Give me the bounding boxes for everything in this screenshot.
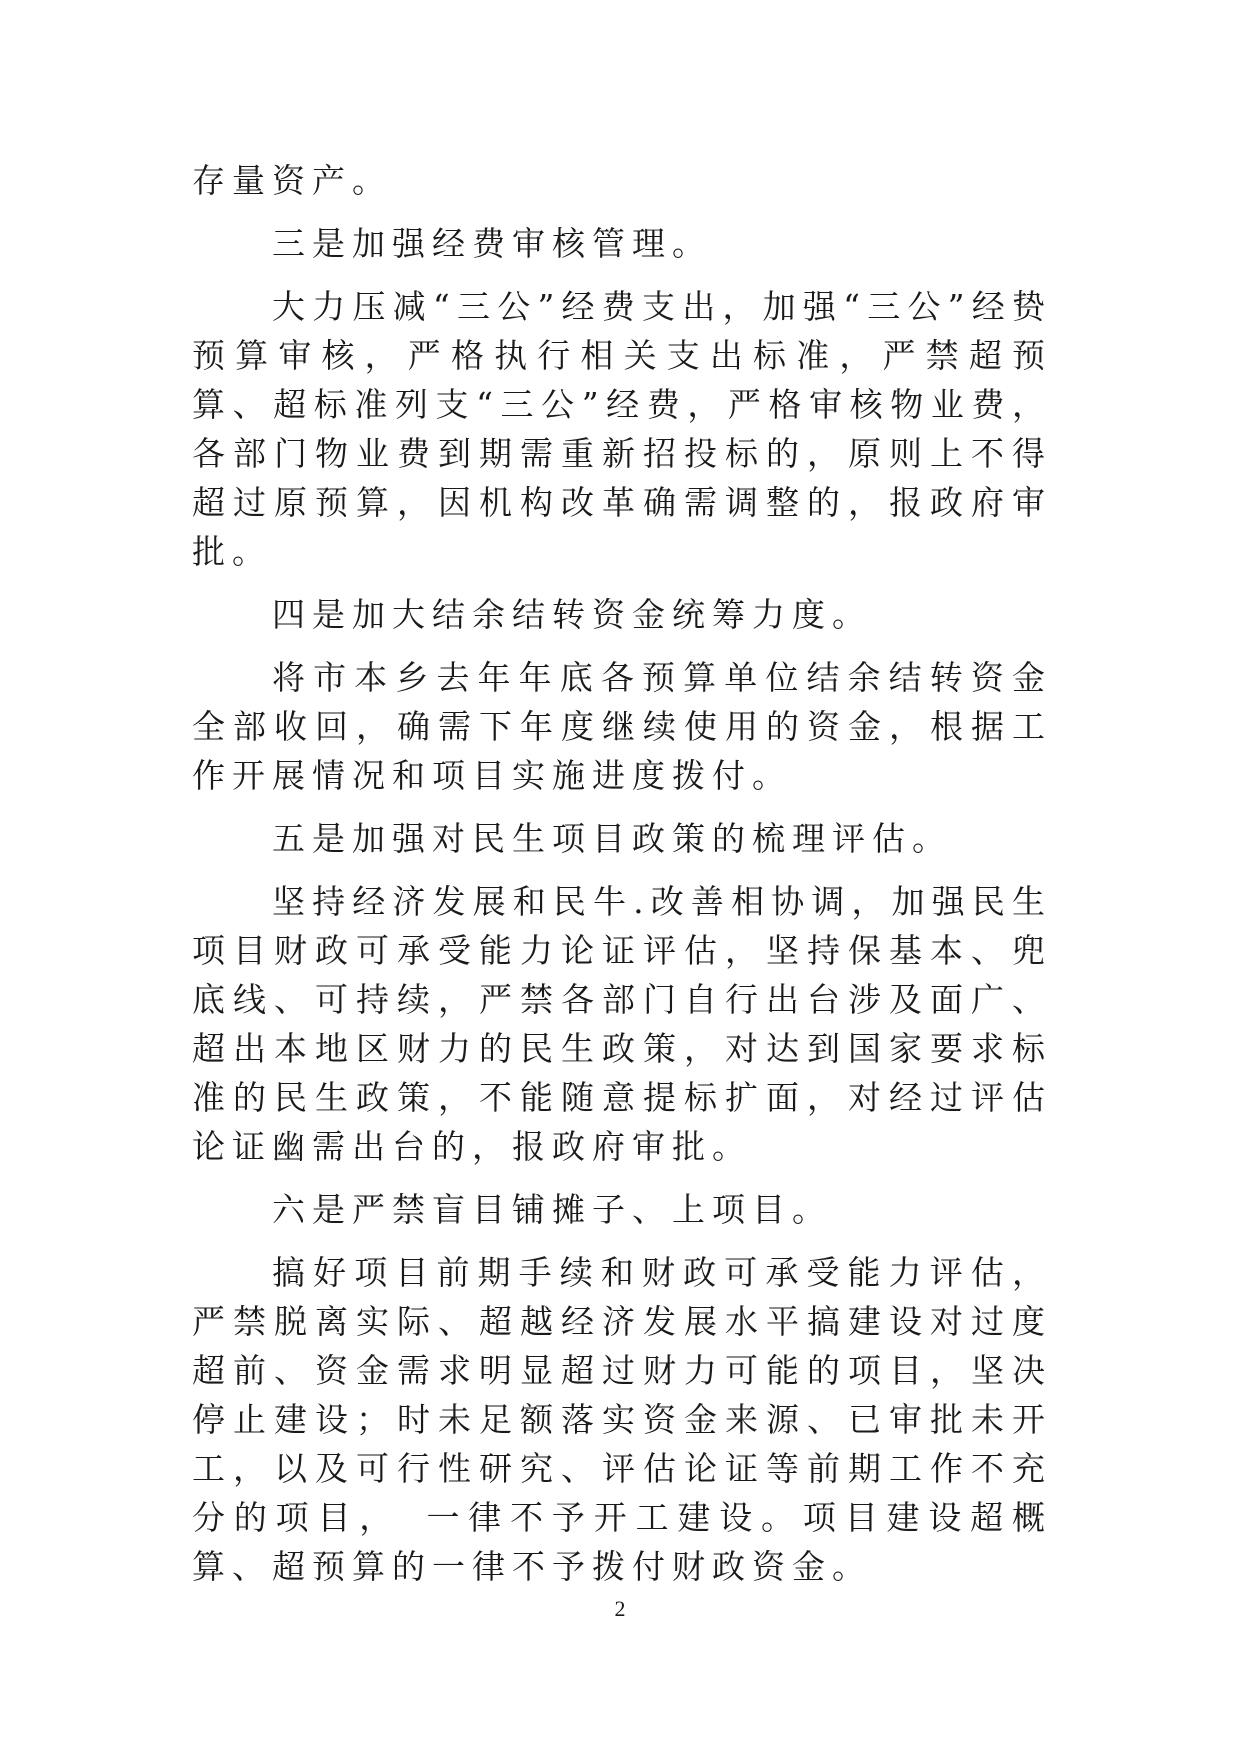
paragraph-continuation: 存量资产。 — [192, 161, 392, 200]
section-heading-5: 五是加强对民生项目政策的梳理评估。 — [272, 819, 952, 858]
paragraph-section-4: 将市本乡去年年底各预算单位结余结转资金全部收回，确需下年度继续使用的资金，根据工作开展情况和项目实施进度拨付。 — [192, 658, 1052, 795]
section-heading-6: 六是严禁盲目铺摊子、上项目。 — [272, 1190, 832, 1229]
paragraph-section-3: 大力压减“三公”经费支出，加强“三公”经贽预算审核，严格执行相关支出标准，严禁超预算、超标准列支“三公”经费，严格审核物业费，各部门物业费到期需重新招投标的，原则上不得超过原预算，因机构改革确需调整的，报政府审批。 — [192, 287, 1052, 571]
page-number: 2 — [614, 1596, 626, 1621]
paragraph-section-5: 坚持经济发展和民牛.改善相协调，加强民生项目财政可承受能力论证评估，坚持保基本、兜底线、可持续，严禁各部门自行出台涉及面广、超出本地区财力的民生政策，对达到国家要求标准的民生政策，不能随意提标扩面，对经过评估论证幽需出台的，报政府审批。 — [192, 882, 1052, 1166]
section-heading-4: 四是加大结余结转资金统筹力度。 — [272, 595, 872, 634]
paragraph-section-6: 搞好项目前期手续和财政可承受能力评估，严禁脱离实际、超越经济发展水平搞建设对过度超前、资金需求明显超过财力可能的项目，坚决停止建设；时未足额落实资金来源、已审批未开工，以及可行性研究、评估论证等前期工作不充分的项目， 一律不予开工建设。项目建设超概算、超预算的一律不予拨付财政资金。 — [192, 1253, 1052, 1586]
document-body — [192, 156, 1052, 1591]
section-heading-3: 三是加强经费审核管理。 — [272, 224, 712, 263]
